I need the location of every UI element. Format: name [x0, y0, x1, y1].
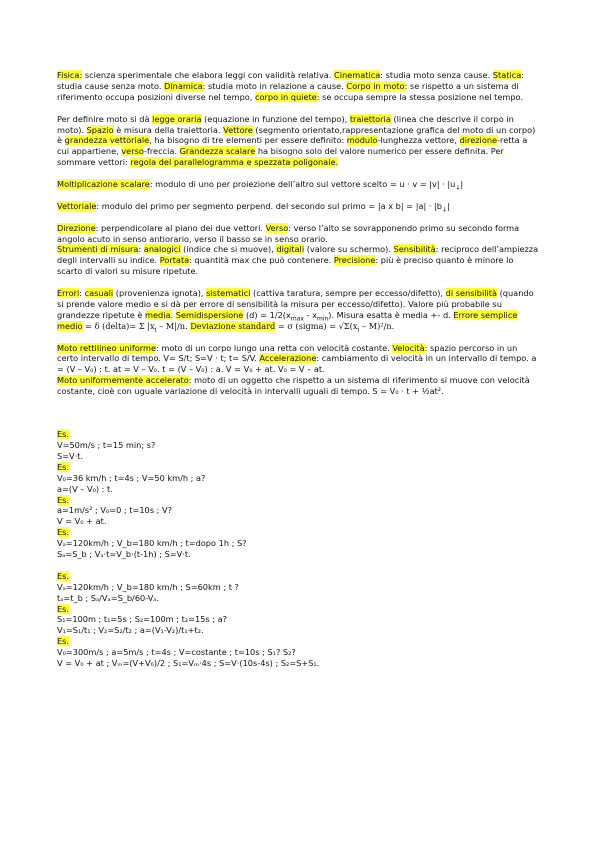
highlighted-term: sistematici — [206, 288, 251, 299]
example-line: S=V·t. — [57, 450, 84, 461]
highlighted-term: grandezza vettoriale — [64, 135, 150, 146]
text-run: : reciproco dell’ampiezza degli intervalli su indice. — [57, 244, 539, 266]
text-run: : moto di un oggetto che rispetto a un sistema di riferimento si muove con velocità costante, cioè con uguale variazione di velocità in intervalli uguali di tempo. S = V₀ · t + ½at². — [57, 375, 530, 397]
example-heading: Es. — [57, 603, 70, 614]
highlighted-term: Verso — [265, 222, 289, 233]
highlighted-term: Strumenti di misura — [57, 244, 139, 255]
text-run: (segmento orientato,rappresentazione grafica del moto di un corpo) è — [57, 124, 536, 146]
highlighted-term: Deviazione standard — [190, 320, 276, 331]
example-line: S₁=100m ; t₁=5s ; S₂=100m ; t₂=15s ; a? — [57, 614, 227, 625]
text-run: ). Misura esatta è media +- d. — [328, 309, 454, 320]
highlighted-term: Portata — [159, 255, 190, 266]
text-run: : — [138, 244, 144, 255]
example-heading: Es. — [57, 461, 70, 472]
highlighted-term: Vettore — [223, 124, 253, 135]
text-run: (indice che si muove), — [180, 244, 277, 255]
highlighted-term: Accelerazione — [259, 353, 317, 364]
example-heading: Es. — [57, 636, 70, 647]
highlighted-term: Moltiplicazione scalare — [57, 179, 150, 190]
notes-body — [57, 70, 539, 397]
paragraph — [57, 70, 539, 103]
text-run: | — [447, 200, 450, 211]
highlighted-term: Grandezza scalare — [179, 146, 256, 157]
text-run: : se occupa sempre la stessa posizione nel tempo. — [316, 91, 524, 102]
highlighted-term: Precisione — [333, 255, 376, 266]
text-run: i — [154, 326, 157, 334]
text-run: : modulo di uno per proiezione dell’altro sul vettore scelto = u · v = |v| · |u — [149, 179, 456, 190]
text-run: – M|/n. — [156, 320, 191, 331]
highlighted-term: Errore semplice medio — [57, 309, 518, 331]
example-block — [57, 571, 539, 604]
example-line: V = V₀ + at ; Vₘ=(V+V₀)/2 ; S₁=Vₘ·4s ; S=V·(10s-4s) ; S₂=S+S₁. — [57, 658, 320, 669]
example-heading: Es. — [57, 429, 70, 440]
highlighted-term: Dinamica — [164, 80, 203, 91]
highlighted-term: Semidispersione — [175, 309, 244, 320]
highlighted-term: Sensibilità — [393, 244, 436, 255]
text-run: è misura della traiettoria. — [113, 124, 224, 135]
text-run: : spazio percorso in un certo intervallo di tempo. V= S/t; S=V · t; t= S/V. — [57, 342, 518, 364]
text-run: (equazione in funzione del tempo), — [201, 113, 350, 124]
paragraph — [57, 244, 539, 277]
highlighted-term: traiettoria — [349, 113, 391, 124]
example-line: V₀=300m/s ; a=5m/s ; t=4s ; V=costante ; t=10s ; S₁? S₂? — [57, 647, 296, 658]
text-run: ↓ — [442, 206, 448, 214]
text-run: - x — [303, 309, 317, 320]
example-block — [57, 636, 539, 669]
text-run: i — [357, 326, 360, 334]
highlighted-term: verso — [121, 146, 145, 157]
highlighted-term: media — [145, 309, 171, 320]
highlighted-term: Cinematica — [334, 70, 381, 80]
highlighted-term: Statica — [492, 70, 522, 80]
text-run: (cattiva taratura, sempre per eccesso/difetto), — [250, 288, 446, 299]
text-run: | — [460, 179, 464, 190]
highlighted-term: di sensibilità — [445, 288, 497, 299]
text-run: (quando si prende valore medio e si dà per errore di sensibilità la misura per eccesso/difetto). Valore più probabile su grandezze ripetute è — [57, 288, 534, 320]
example-heading: Es. — [57, 527, 70, 538]
text-run: : — [79, 288, 85, 299]
text-run: : verso l’alto se sovrapponendo primo su secondo forma angolo acuto in senso antiorario, verso il basso se in senso orario. — [57, 222, 520, 244]
text-run: : moto di un corpo lungo una retta con velocità costante. — [155, 342, 393, 353]
text-run: -lunghezza vettore, — [377, 135, 460, 146]
example-heading: Es. — [57, 570, 70, 581]
text-run: : più è preciso quanto è minore lo scarto di valori su misure ripetute. — [57, 255, 514, 277]
example-block — [57, 462, 539, 495]
highlighted-term: Corpo in moto — [346, 80, 405, 91]
paragraph — [57, 288, 539, 332]
text-run: – M)²/n. — [359, 320, 395, 331]
paragraph — [57, 223, 539, 245]
text-run: : se rispetto a un sistema di riferimento occupa posizioni diverse nel tempo, — [57, 80, 519, 102]
text-run: Per definire moto si dà — [57, 113, 153, 124]
text-run: scienza sperimentale che elabora leggi con validità relativa. — [82, 70, 335, 80]
paragraph — [57, 114, 539, 169]
text-run: . — [170, 309, 176, 320]
highlighted-term: direzione — [459, 135, 498, 146]
highlighted-term: Errori — [57, 288, 80, 299]
text-run: , ha bisogno di tre elementi per essere definito: — [149, 135, 347, 146]
text-run: (provenienza ignota), — [113, 288, 207, 299]
text-run: -freccia. — [144, 146, 180, 157]
highlighted-term: casuali — [84, 288, 114, 299]
text-run: : studia moto senza cause. — [380, 70, 493, 80]
text-run: : perpendicolare al piano dei due vettori. — [95, 222, 266, 233]
example-line: a=(V – V₀) : t. — [57, 483, 113, 494]
highlighted-term: Moto uniformemente accelerato — [57, 375, 189, 386]
example-block — [57, 604, 539, 637]
text-run: (d) = 1/2(x — [243, 309, 291, 320]
text-run: : studia moto in relazione a cause. — [202, 80, 347, 91]
example-line: V=50m/s ; t=15 min; s? — [57, 440, 156, 450]
example-line: tₐ=t_b ; Sₐ/Vₐ=S_b/60-Vₐ. — [57, 592, 160, 603]
highlighted-term: Velocità — [392, 342, 425, 353]
example-block — [57, 495, 539, 528]
highlighted-term: Fisica: — [57, 70, 83, 80]
text-run: : quantità max che può contenere. — [189, 255, 334, 266]
highlighted-term: modulo — [346, 135, 378, 146]
highlighted-term: Moto rettilineo uniforme — [57, 342, 156, 353]
text-run: (valore su schermo). — [304, 244, 394, 255]
highlighted-term: legge oraria — [152, 113, 202, 124]
example-line: V₁=S₁/t₁ ; V₂=S₂/t₂ ; a=(V₁-V₂)/t₁+t₂. — [57, 625, 204, 636]
paragraph — [57, 179, 539, 190]
text-run: = σ (sigma) = √Σ(x — [275, 320, 358, 331]
text-run: min — [316, 315, 329, 323]
example-block — [57, 527, 539, 560]
text-run: : modulo del primo per segmento perpend. del secondo sul primo = |a x b| = |a| · |b — [96, 200, 443, 211]
example-block — [57, 429, 539, 462]
text-run: : studia cause senza moto. — [57, 70, 524, 91]
highlighted-term: analogici — [143, 244, 181, 255]
paragraph — [57, 343, 539, 376]
text-run: = δ (delta)= Σ |x — [82, 320, 155, 331]
highlighted-term: digitali — [276, 244, 305, 255]
paragraph — [57, 375, 539, 397]
example-heading: Es. — [57, 494, 70, 505]
highlighted-term: Vettoriale — [57, 200, 97, 211]
text-run: ha bisogno solo del valore numerico per essere definita. Per sommare vettori: — [57, 146, 504, 168]
highlighted-term: regola del parallelogramma e spezzata poligonale. — [130, 157, 339, 168]
text-run: : cambiamento di velocità in un intervallo di tempo. a = (V – V₀) : t. at = V – V₀. t = (V – V₀) : a. V = V₀ + at. V₀ = V – at. — [57, 353, 537, 375]
highlighted-term: Direzione — [57, 222, 96, 233]
highlighted-term: Spazio — [86, 124, 114, 135]
example-line: Vₐ=120km/h ; V_b=180 km/h ; S=60km ; t ? — [57, 581, 239, 592]
text-run: (linea che descrive il corpo in moto). — [57, 113, 514, 135]
example-line: Sₐ=S_b ; Vₐ·t=V_b·(t-1h) ; S=V·t. — [57, 549, 191, 560]
text-run: -retta a cui appartiene, — [57, 135, 528, 157]
text-run: max — [290, 315, 304, 323]
example-line: V₀=36 km/h ; t=4s ; V=50 km/h ; a? — [57, 472, 206, 483]
example-line: V = V₀ + at. — [57, 516, 107, 527]
example-line: Vₐ=120km/h ; V_b=180 km/h ; t=dopo 1h ; S? — [57, 538, 247, 549]
highlighted-term: corpo in quiete — [255, 91, 317, 102]
paragraph — [57, 201, 539, 212]
text-run: ↓ — [455, 184, 461, 192]
example-line: a=1m/s² ; V₀=0 ; t=10s ; V? — [57, 505, 172, 516]
examples-section — [57, 429, 539, 669]
